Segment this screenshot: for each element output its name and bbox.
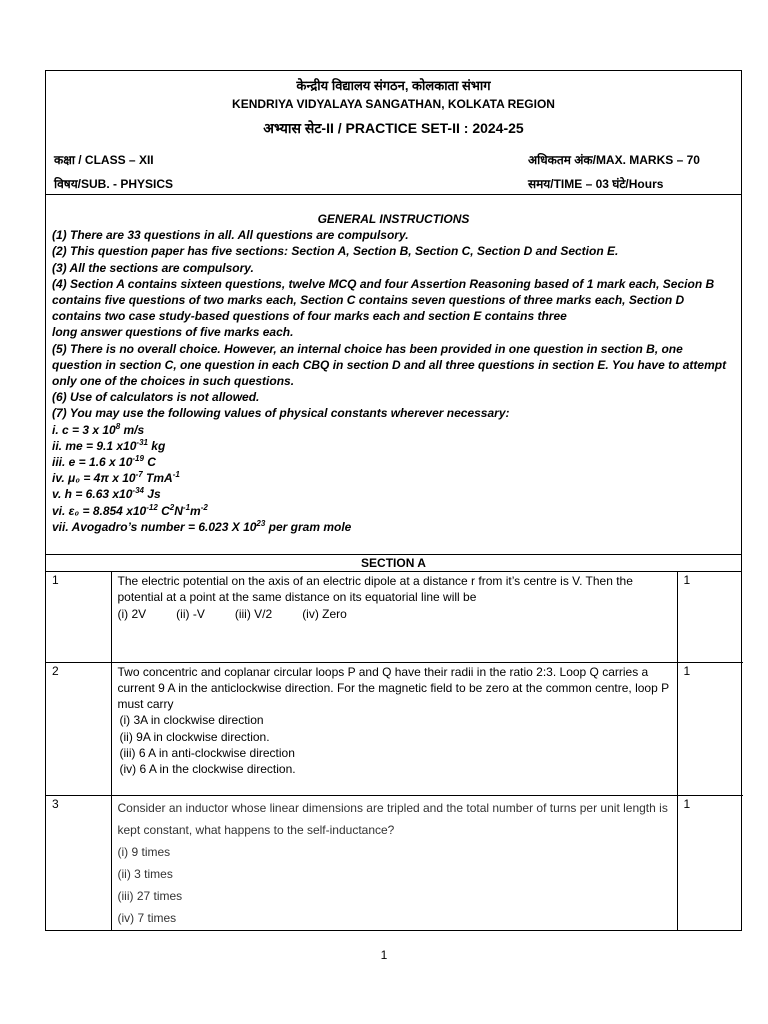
instruction-item: (7) You may use the following values of physical constants wherever necessary: [52, 406, 510, 421]
option: (ii) 3 times [117, 866, 173, 881]
option: (i) 3A in clockwise direction [119, 713, 264, 728]
question-row [46, 795, 743, 930]
question-number: 2 [46, 662, 111, 795]
time-label: समय/TIME – 03 घंटे/Hours [528, 177, 664, 191]
option: (iv) 7 times [117, 910, 177, 925]
class-label: कक्षा / CLASS – XII [54, 153, 154, 167]
option: (i) 2V [117, 606, 147, 621]
option: (ii) -V [176, 606, 205, 621]
question-marks: 1 [677, 572, 743, 662]
max-marks: अधिकतम अंक/MAX. MARKS – 70 [528, 153, 700, 167]
instruction-item: long answer questions of five marks each. [52, 325, 294, 340]
constants-list [52, 422, 735, 535]
constant-me: ii. me = 9.1 $x10^{-31}$ kg [52, 437, 166, 453]
question-marks: 1 [677, 795, 743, 930]
question-row [46, 572, 743, 662]
constant-avogadro: vii. Avogadro’s number = 6.023 X $10^{23}$ per gram mole [52, 518, 352, 534]
instruction-item: (5) There is no overall choice. However, an internal choice has been provided in one question in section B, one question in section C, one question in each CBQ in section D and all three questions in section E. You have to attempt only one of the choices in such questions. [52, 341, 727, 389]
subject-time-row [54, 175, 725, 192]
question-text: Consider an inductor whose linear dimensions are tripled and the total number of turns per unit length is kept constant, what happens to the self-inductance? [117, 800, 668, 837]
questions-table [46, 572, 743, 930]
question-marks: 1 [677, 662, 743, 795]
options-row [118, 606, 671, 622]
instruction-item: (4) Section A contains sixteen questions, twelve MCQ and four Assertion Reasoning based of 1 mark each, Secion B contains five questions of two marks each, Section C contains seven questions of three marks each, Section D contains two case study-based questions of four marks each and section E contains three [52, 276, 715, 324]
instruction-item: (3) All the sections are compulsory. [52, 260, 254, 275]
option: (i) 9 times [117, 844, 171, 859]
org-title: KENDRIYA VIDYALAYA SANGATHAN, KOLKATA REGION [232, 97, 555, 111]
constant-eps0: vi. ε₀ = 8.854 $x10^{-12}$ $C^2N^{-1}m^{-2}$ [52, 502, 208, 518]
general-instructions [46, 195, 741, 555]
constant-mu0: iv. μ₀ = 4π x $10^{-7}$ TmA$^{-1}$ [52, 470, 180, 486]
option: (iv) Zero [302, 606, 347, 621]
constant-e: iii. e = 1.6 x $10^{-19}$ C [52, 454, 156, 470]
options-list [118, 712, 671, 777]
option: (iii) 6 A in anti-clockwise direction [119, 745, 295, 760]
section-a-heading: SECTION A [46, 555, 741, 572]
constant-h: v. h = 6.63 $x10^{-34}$ Js [52, 486, 161, 502]
option: (ii) 9A in clockwise direction. [119, 729, 270, 744]
instruction-item: (6) Use of calculators is not allowed. [52, 390, 260, 405]
practice-set-title: अभ्यास सेट-II / PRACTICE SET-II : 2024-25 [263, 120, 524, 136]
question-text: Two concentric and coplanar circular loops P and Q have their radii in the ratio 2:3. Loop Q carries a current 9 A in the anticlockwise direction. For the magnetic field to be zero at the common centre, loop P must carry [117, 664, 669, 712]
question-body [111, 572, 677, 662]
instruction-item: (1) There are 33 questions in all. All questions are compulsory. [52, 228, 409, 243]
question-body [111, 795, 677, 930]
question-paper [45, 70, 742, 931]
option: (iv) 6 A in the clockwise direction. [119, 762, 296, 777]
question-number: 1 [46, 572, 111, 662]
subject-label: विषय/SUB. - PHYSICS [54, 177, 174, 191]
instruction-item: (2) This question paper has five sections: Section A, Section B, Section C, Section D and Section E. [52, 244, 619, 259]
option: (iii) V/2 [234, 606, 273, 621]
question-number: 3 [46, 795, 111, 930]
class-marks-row [54, 151, 725, 168]
paper-header [46, 71, 741, 195]
page-number: 1 [380, 948, 388, 962]
question-body [111, 662, 677, 795]
constant-c: i. c = 3 x $10^8$ m/s [52, 421, 145, 437]
question-row [46, 662, 743, 795]
instructions-title: GENERAL INSTRUCTIONS [317, 212, 470, 226]
hindi-org-title: केन्द्रीय विद्यालय संगठन, कोलकाता संभाग [296, 78, 491, 93]
question-text: The electric potential on the axis of an electric dipole at a distance r from it’s centre is V. Then the potential at a point at the same distance on its equatorial line will be [117, 574, 633, 605]
option: (iii) 27 times [117, 888, 183, 903]
